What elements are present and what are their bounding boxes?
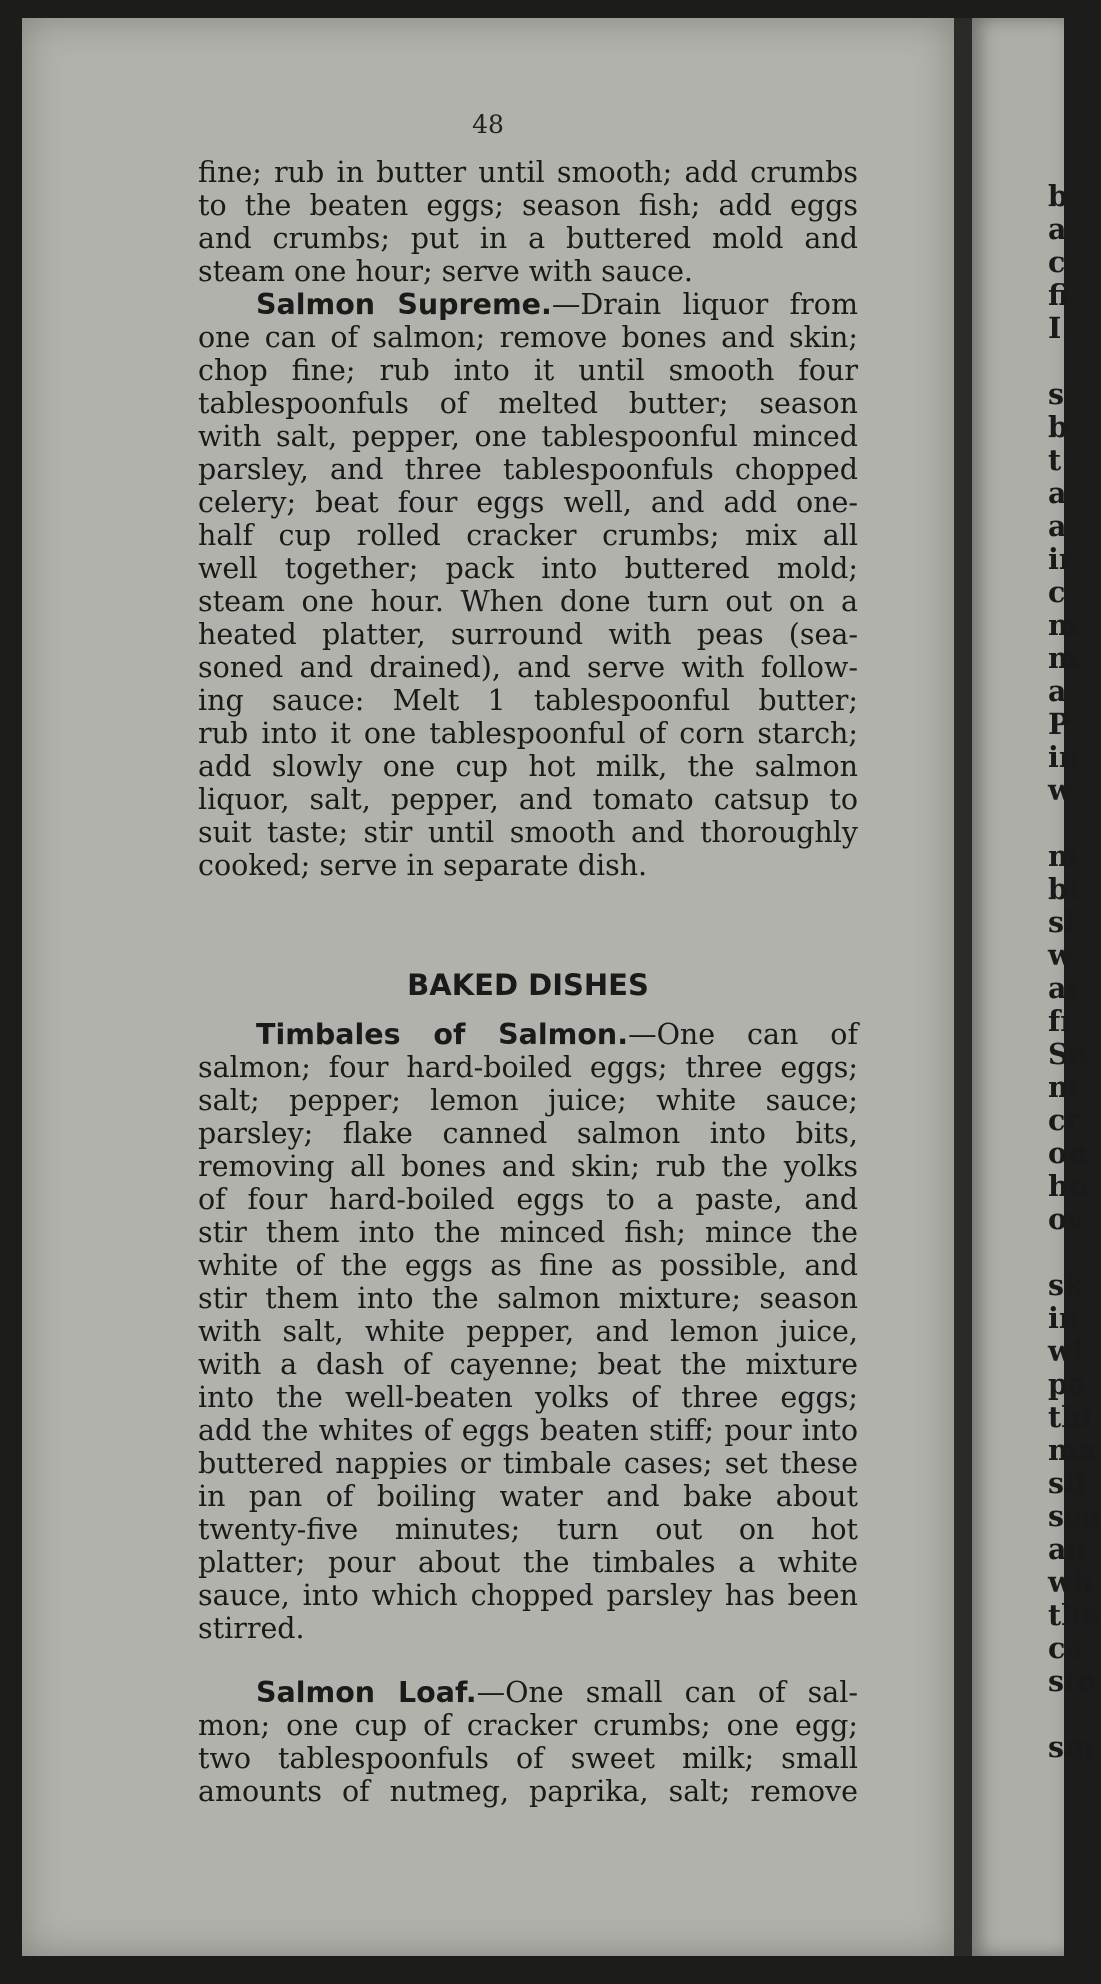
recipe-title: Timbales of Salmon.	[256, 1018, 629, 1051]
text-line: stirred.	[198, 1612, 305, 1645]
text-line: chop fine; rub into it until smooth four	[198, 354, 858, 387]
text-line: celery; beat four eggs well, and add one-	[198, 486, 858, 519]
right-page-fragment: c	[1048, 245, 1066, 279]
text-line: tablespoonfuls of melted butter; season	[198, 387, 858, 420]
right-page-fragment: an	[1048, 1532, 1088, 1566]
text-line: fine; rub in butter until smooth; add crumbs	[198, 156, 858, 189]
right-page-fragment: ho	[1048, 1169, 1088, 1203]
right-page-fragment	[1048, 345, 1101, 378]
text-line: parsley, and three tablespoonfuls chopped	[198, 453, 858, 486]
right-page-fragment: Se	[1048, 1037, 1087, 1071]
right-page-fragment: c	[1048, 575, 1066, 609]
text-line: and crumbs; put in a buttered mold and	[198, 222, 858, 255]
text-line: sauce, into which chopped parsley has been	[198, 1579, 858, 1612]
right-page-fragment: the	[1048, 1598, 1101, 1632]
text-line: heated platter, surround with peas (sea-	[198, 618, 858, 651]
right-page-fragment	[1048, 1236, 1101, 1269]
right-page-fragment: ar	[1048, 971, 1082, 1005]
right-page-fragment: I	[1048, 311, 1062, 345]
text-line: with salt, white pepper, and lemon juice,	[198, 1315, 858, 1348]
right-page-fragment: pa	[1048, 1367, 1087, 1401]
right-page-fragment: ir	[1048, 542, 1074, 576]
right-page-fragment: sli	[1048, 1466, 1086, 1500]
right-page-fragment: ca	[1048, 1631, 1084, 1665]
text-line: in pan of boiling water and bake about	[198, 1480, 858, 1513]
right-page-fragment: sk	[1048, 1268, 1084, 1302]
paragraph-continuation	[198, 156, 858, 288]
text-line: two tablespoonfuls of sweet milk; small	[198, 1742, 858, 1775]
text-line: of four hard-boiled eggs to a paste, and	[198, 1183, 858, 1216]
text-line: steam one hour; serve with sauce.	[198, 255, 693, 288]
right-page-fragment: m	[1048, 1070, 1079, 1104]
text-line: suit taste; stir until smooth and thoroughly	[198, 816, 858, 849]
right-page-fragment: thi	[1048, 1400, 1093, 1434]
right-page-fragment: t	[1048, 443, 1062, 477]
recipe-timbales-of-salmon	[198, 1018, 858, 1645]
right-page-fragment: a	[1048, 476, 1067, 510]
text-line: to the beaten eggs; season fish; add eggs	[198, 189, 858, 222]
recipe-title: Salmon Supreme.	[256, 288, 552, 321]
text-line: half cup rolled cracker crumbs; mix all	[198, 519, 858, 552]
right-page-fragment	[1048, 1698, 1101, 1731]
text-line: salmon; four hard-boiled eggs; three eggs;	[198, 1051, 858, 1084]
right-page-fragment: b	[1048, 179, 1068, 213]
text-line: rub into it one tablespoonful of corn starch;	[198, 717, 858, 750]
right-page-fragment: fr	[1048, 1004, 1076, 1038]
right-page-fragment: m	[1048, 641, 1079, 675]
right-page-fragment: sm	[1048, 1730, 1095, 1764]
recipe-salmon-loaf	[198, 1676, 858, 1808]
right-page-fragment: bi	[1048, 872, 1079, 906]
text-line: salt; pepper; lemon juice; white sauce;	[198, 1084, 858, 1117]
right-page-fragment: a	[1048, 509, 1067, 543]
right-page-fragment: w	[1048, 773, 1073, 807]
right-page-fragment: ov	[1048, 1202, 1084, 1236]
text-line: twenty-five minutes; turn out on hot	[198, 1513, 858, 1546]
text-line: cooked; serve in separate dish.	[198, 849, 648, 882]
text-line: —One can of	[628, 1018, 858, 1051]
text-line: platter; pour about the timbales a white	[198, 1546, 858, 1579]
right-page-fragment: cr	[1048, 1103, 1081, 1137]
text-line: steam one hour. When done turn out on a	[198, 585, 858, 618]
right-page-fragment: P	[1048, 707, 1070, 741]
text-line: soned and drained), and serve with follow-	[198, 651, 858, 684]
right-page-fragment: wh	[1048, 1565, 1094, 1599]
right-page-fragment: ma	[1048, 1433, 1097, 1467]
right-page-fragment: b	[1048, 410, 1068, 444]
right-page-fragment: ste	[1048, 1664, 1096, 1698]
right-page-fragment: sl	[1048, 905, 1075, 939]
text-line: with a dash of cayenne; beat the mixture	[198, 1348, 858, 1381]
text-line: into the well-beaten yolks of three eggs;	[198, 1381, 858, 1414]
right-page-fragment: in	[1048, 1301, 1080, 1335]
text-line: ing sauce: Melt 1 tablespoonful butter;	[198, 684, 858, 717]
text-line: —One small can of sal-	[476, 1676, 858, 1709]
right-page-fragment	[1048, 807, 1101, 840]
recipe-salmon-supreme	[198, 288, 858, 882]
text-line: one can of salmon; remove bones and skin;	[198, 321, 858, 354]
text-line: —Drain liquor from	[551, 288, 858, 321]
right-page-fragment: wi	[1048, 1334, 1084, 1368]
page-number: 48	[472, 110, 504, 139]
section-heading: BAKED DISHES	[407, 968, 649, 1002]
right-page-fragment: in	[1048, 740, 1080, 774]
text-line: stir them into the minced fish; mince the	[198, 1216, 858, 1249]
text-line: buttered nappies or timbale cases; set these	[198, 1447, 858, 1480]
right-page-fragment: sea	[1048, 1499, 1101, 1533]
text-line: white of the eggs as fine as possible, and	[198, 1249, 858, 1282]
right-page-fragment: m	[1048, 839, 1079, 873]
right-page-fragment: s	[1048, 377, 1065, 411]
text-line: removing all bones and skin; rub the yolks	[198, 1150, 858, 1183]
right-page-fragment: a	[1048, 212, 1067, 246]
book-gutter	[954, 18, 972, 1956]
text-line: amounts of nutmeg, paprika, salt; remove	[198, 1775, 858, 1808]
right-page-text-fragments	[1048, 180, 1101, 1764]
text-line: with salt, pepper, one tablespoonful minced	[198, 420, 858, 453]
right-page-fragment: w	[1048, 938, 1073, 972]
recipe-title: Salmon Loaf.	[256, 1676, 477, 1709]
right-page-fragment: a	[1048, 674, 1067, 708]
text-line: mon; one cup of cracker crumbs; one egg;	[198, 1709, 858, 1742]
text-line: liquor, salt, pepper, and tomato catsup to	[198, 783, 858, 816]
text-line: stir them into the salmon mixture; season	[198, 1282, 858, 1315]
text-line: add slowly one cup hot milk, the salmon	[198, 750, 858, 783]
right-page-fragment: fi	[1048, 278, 1069, 312]
right-page-fragment: m	[1048, 608, 1079, 642]
right-page-fragment: on	[1048, 1136, 1088, 1170]
text-line: add the whites of eggs beaten stiff; pour into	[198, 1414, 858, 1447]
text-line: parsley; flake canned salmon into bits,	[198, 1117, 858, 1150]
text-line: well together; pack into buttered mold;	[198, 552, 858, 585]
